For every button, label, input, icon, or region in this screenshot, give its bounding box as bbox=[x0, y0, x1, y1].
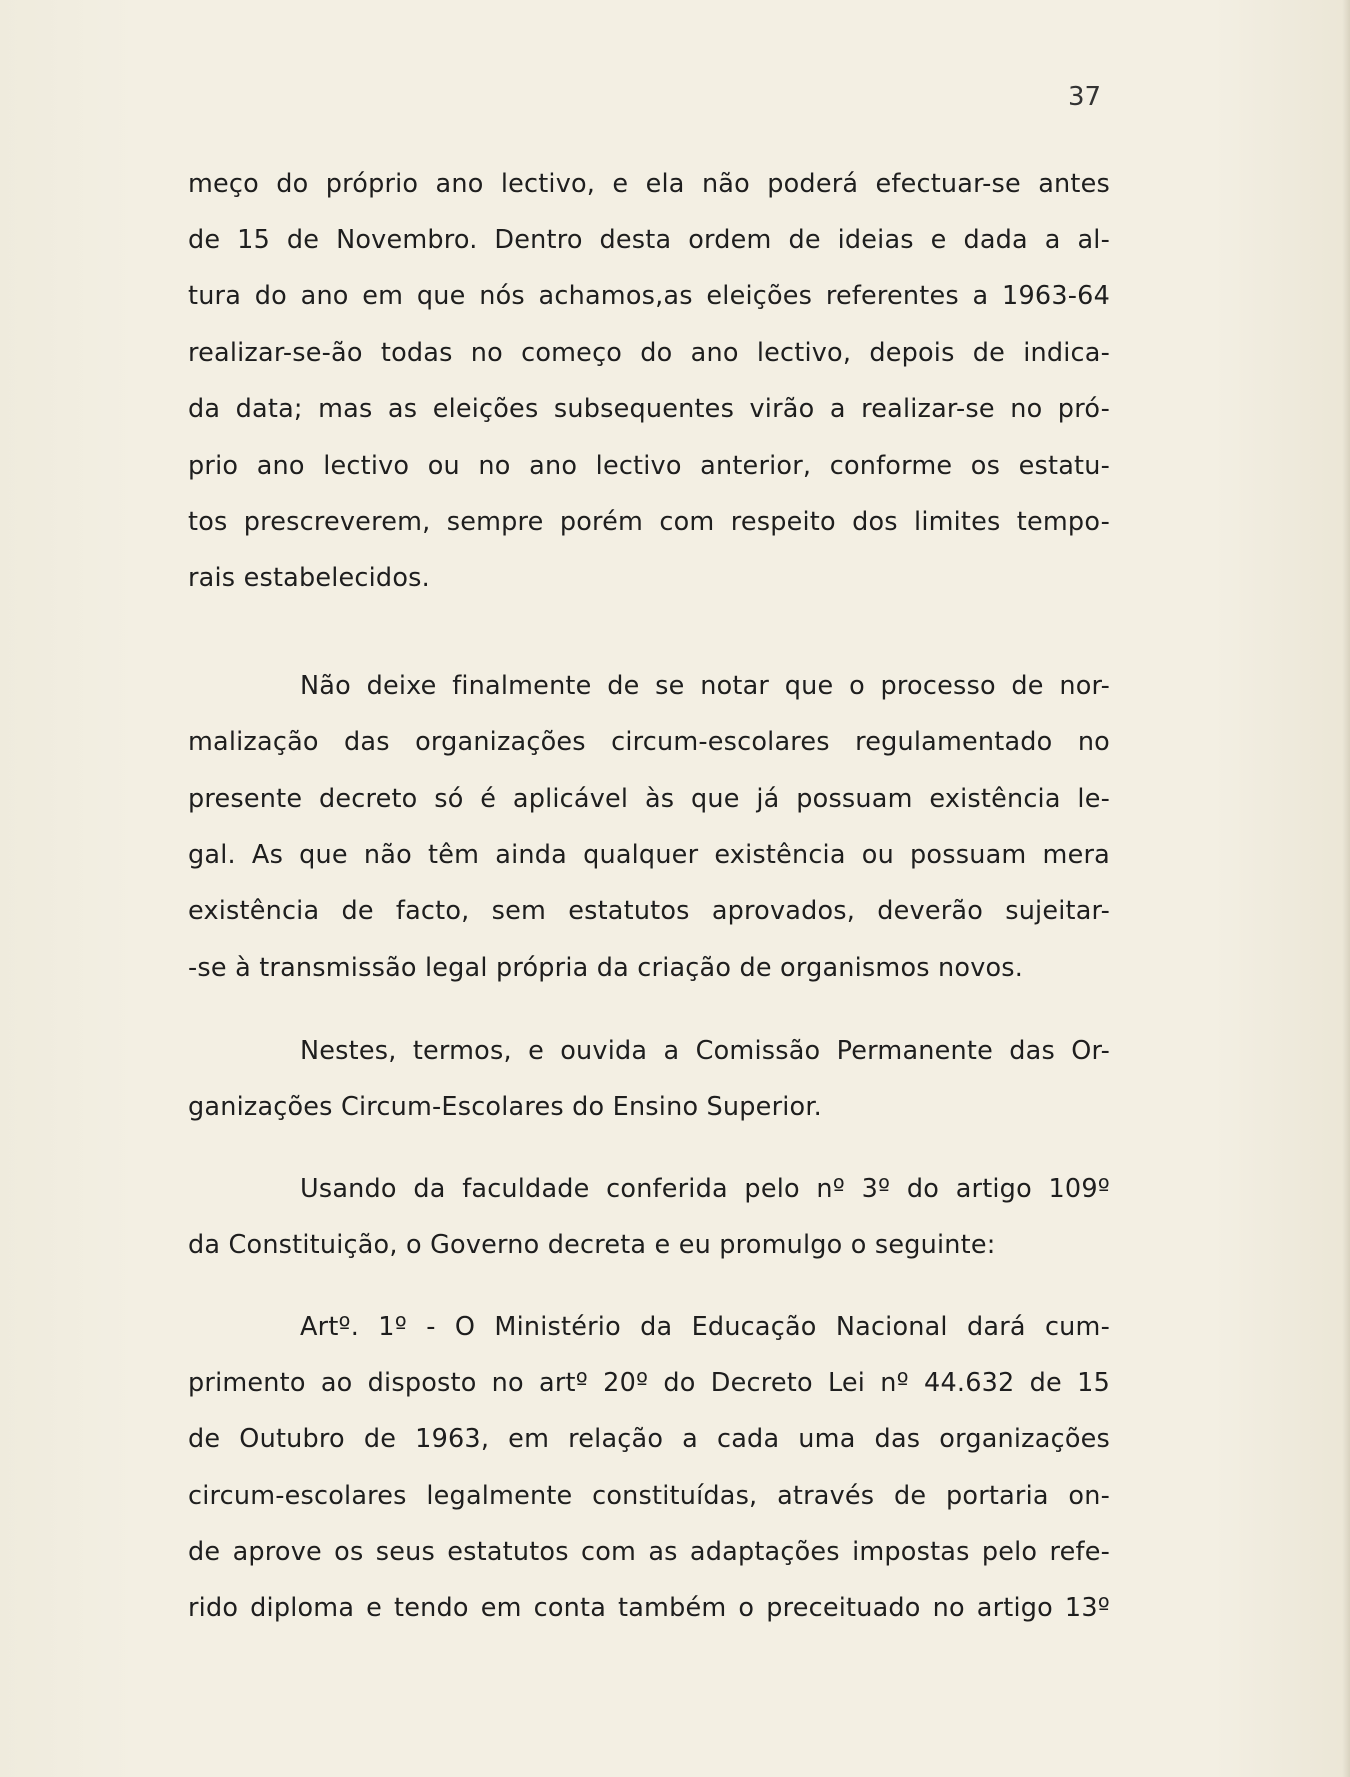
text-line-21: de Outubro de 1963, em relação a cada uma das organizações bbox=[188, 1424, 1110, 1454]
text-line-7: tos prescreverem, sempre porém com respeito dos limites tempo- bbox=[188, 507, 1110, 537]
text-line-11: presente decreto só é aplicável às que já possuam existência le- bbox=[188, 784, 1110, 814]
text-line-17: Usando da faculdade conferida pelo nº 3º do artigo 109º bbox=[300, 1174, 1110, 1204]
text-line-3: tura do ano em que nós achamos,as eleições referentes a 1963-64 bbox=[188, 281, 1110, 311]
text-line-22: circum-escolares legalmente constituídas, através de portaria on- bbox=[188, 1481, 1110, 1511]
page-edge bbox=[1342, 0, 1350, 1777]
text-line-15: Nestes, termos, e ouvida a Comissão Permanente das Or- bbox=[300, 1036, 1110, 1066]
text-line-14: -se à transmissão legal própria da criação de organismos novos. bbox=[188, 953, 1024, 983]
text-line-13: existência de facto, sem estatutos aprovados, deverão sujeitar- bbox=[188, 896, 1110, 926]
text-line-10: malização das organizações circum-escolares regulamentado no bbox=[188, 727, 1110, 757]
text-line-9: Não deixe finalmente de se notar que o processo de nor- bbox=[300, 671, 1110, 701]
text-line-2: de 15 de Novembro. Dentro desta ordem de ideias e dada a al- bbox=[188, 225, 1110, 255]
page-number: 37 bbox=[1068, 82, 1102, 112]
text-line-23: de aprove os seus estatutos com as adaptações impostas pelo refe- bbox=[188, 1537, 1110, 1567]
text-line-16: ganizações Circum-Escolares do Ensino Superior. bbox=[188, 1092, 822, 1122]
text-line-6: prio ano lectivo ou no ano lectivo anterior, conforme os estatu- bbox=[188, 451, 1110, 481]
text-line-18: da Constituição, o Governo decreta e eu promulgo o seguinte: bbox=[188, 1230, 996, 1260]
text-line-4: realizar-se-ão todas no começo do ano lectivo, depois de indica- bbox=[188, 338, 1110, 368]
text-line-20: primento ao disposto no artº 20º do Decreto Lei nº 44.632 de 15 bbox=[188, 1368, 1110, 1398]
text-line-19: Artº. 1º - O Ministério da Educação Nacional dará cum- bbox=[300, 1312, 1110, 1342]
text-line-8: rais estabelecidos. bbox=[188, 563, 430, 593]
text-line-12: gal. As que não têm ainda qualquer existência ou possuam mera bbox=[188, 840, 1110, 870]
text-line-5: da data; mas as eleições subsequentes virão a realizar-se no pró- bbox=[188, 394, 1110, 424]
text-line-24: rido diploma e tendo em conta também o preceituado no artigo 13º bbox=[188, 1593, 1110, 1623]
text-line-1: meço do próprio ano lectivo, e ela não poderá efectuar-se antes bbox=[188, 169, 1110, 199]
